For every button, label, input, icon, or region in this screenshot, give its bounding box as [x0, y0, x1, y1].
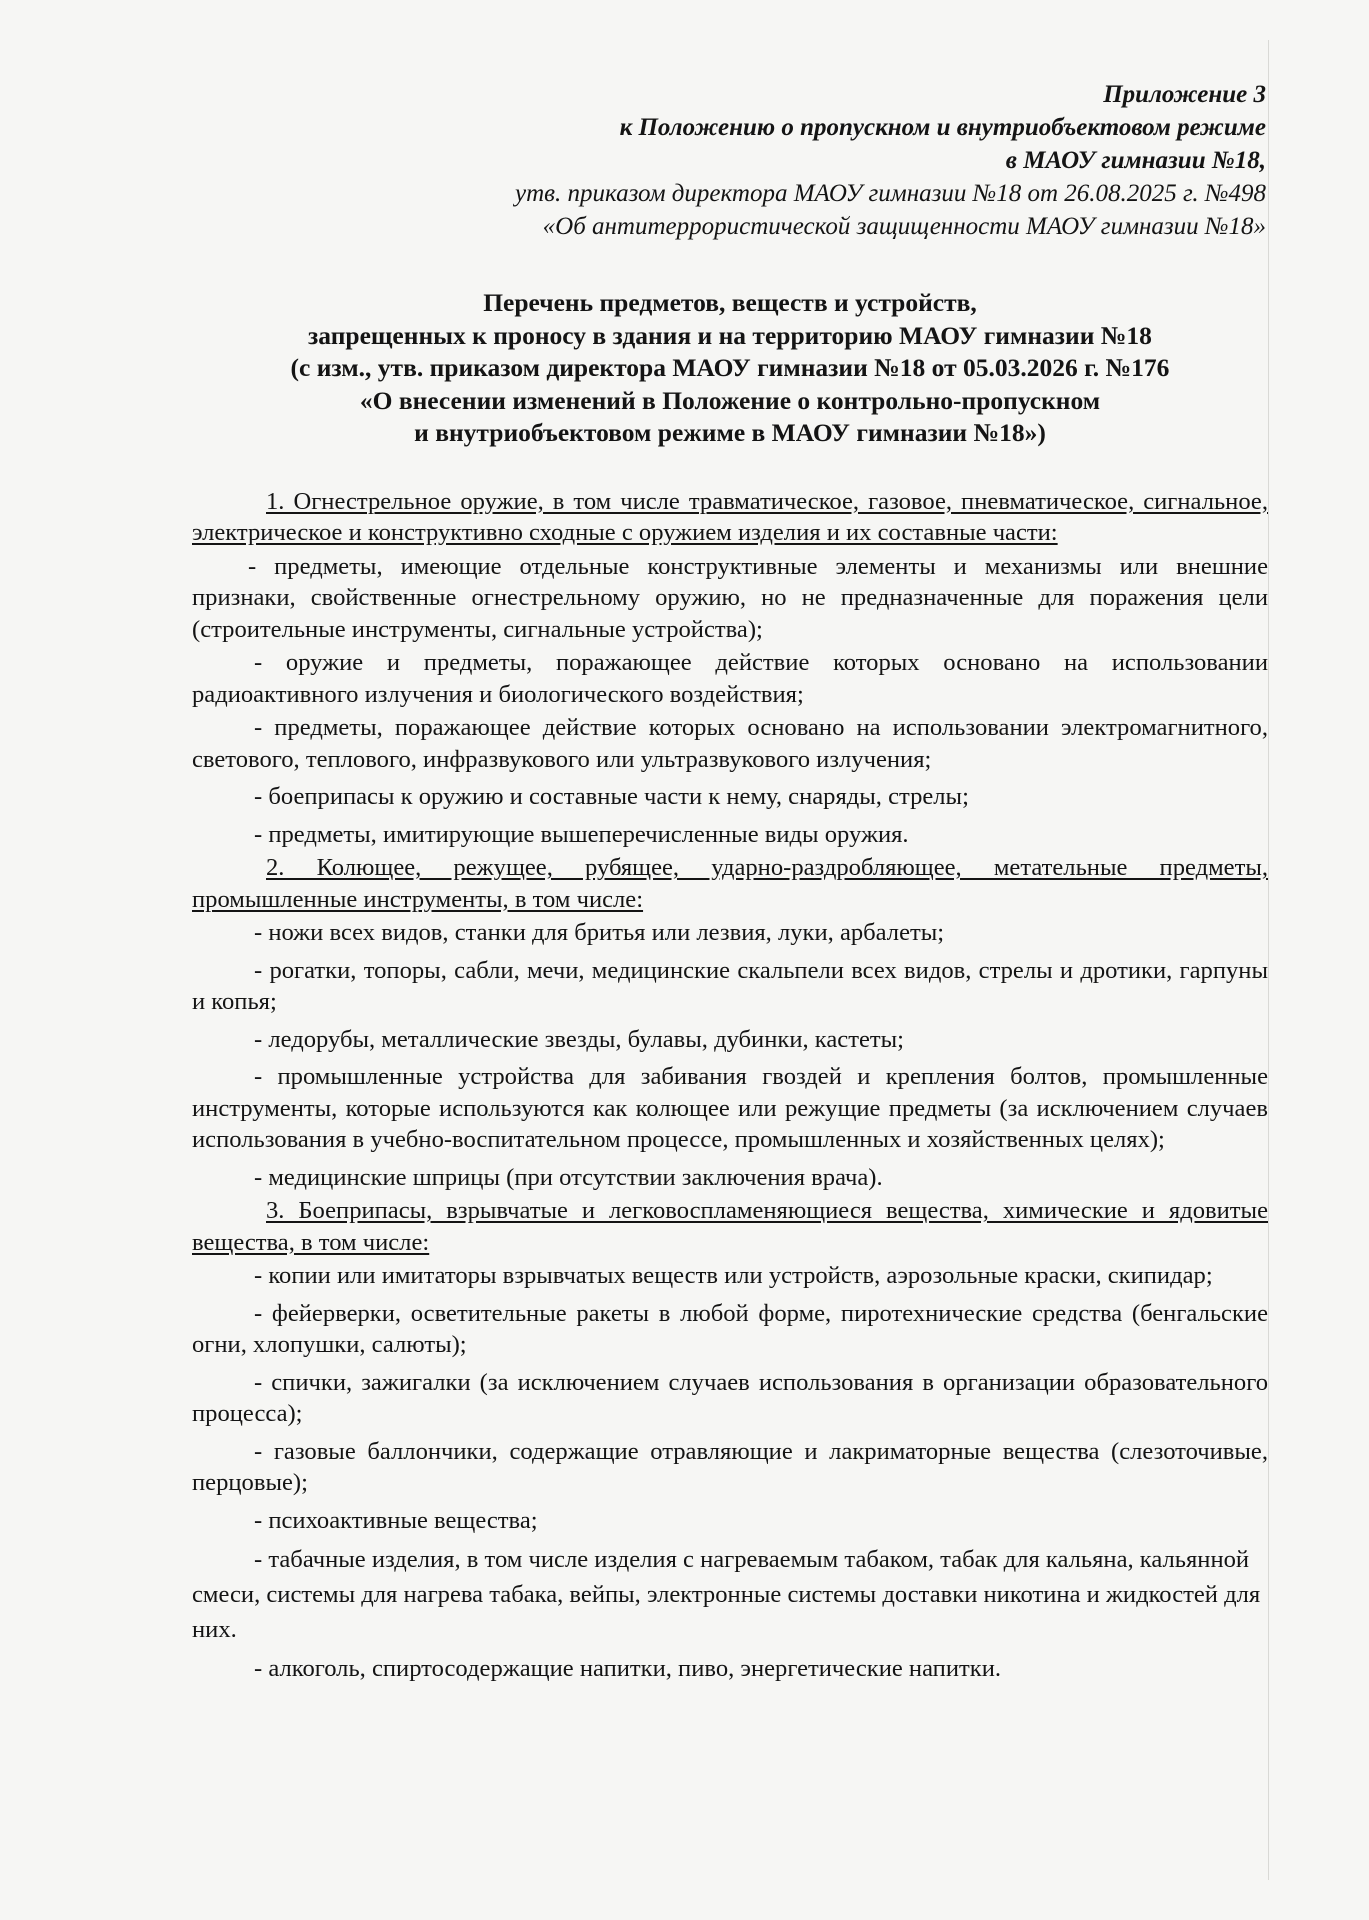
title-line-3: (с изм., утв. приказом директора МАОУ гимназии №18 от 05.03.2026 г. №176	[290, 353, 1170, 382]
section-3-item: - копии или имитаторы взрывчатых веществ или устройств, аэрозольные краски, скипидар;	[254, 1262, 1213, 1289]
section-2-item: - промышленные устройства для забивания гвоздей и крепления болтов, промышленные инструменты, которые используются как колющее или режущие предметы (за исключением случаев использования в учебно-воспитательном процессе, промышленных и хозяйственных целях);	[192, 1063, 1268, 1153]
section-2-item: - медицинские шприцы (при отсутствии заключения врача).	[254, 1163, 883, 1191]
title-line-2: запрещенных к проносу в здания и на территорию МАОУ гимназии №18	[308, 320, 1152, 350]
section-3-item: - газовые баллончики, содержащие отравляющие и лакриматорные вещества (слезоточивые, перцовые);	[192, 1437, 1268, 1496]
title-line-5: и внутриобъектовом режиме в МАОУ гимназии №18»)	[414, 418, 1046, 447]
appendix-number: Приложение 3	[1103, 81, 1266, 108]
section-1-item: - предметы, поражающее действие которых основано на использовании электромагнитного, светового, теплового, инфразвукового или ультразвукового излучения;	[192, 714, 1268, 773]
section-1-item: - боеприпасы к оружию и составные части к нему, снаряды, стрелы;	[254, 783, 969, 810]
appendix-school: в МАОУ гимназии №18,	[1005, 147, 1266, 174]
title-line-4: «О внесении изменений в Положение о контрольно-пропускном	[359, 385, 1101, 415]
document-title	[192, 287, 1268, 450]
section-3-heading: 3. Боеприпасы, взрывчатые и легковоспламеняющиеся вещества, химические и ядовитые вещества, в том числе:	[192, 1197, 1268, 1256]
appendix-order: утв. приказом директора МАОУ гимназии №18 от 26.08.2025 г. №498	[515, 180, 1266, 207]
document-body	[192, 486, 1268, 1685]
section-1-item: - оружие и предметы, поражающее действие которых основано на использовании радиоактивного излучения и биологического воздействия;	[192, 649, 1268, 708]
appendix-header	[192, 78, 1266, 243]
title-line-1: Перечень предметов, веществ и устройств,	[483, 288, 977, 317]
section-1-item: - предметы, имеющие отдельные конструктивные элементы и механизмы или внешние признаки, свойственные огнестрельному оружию, но не предназначенные для поражения цели (строительные инструменты, сигнальные устройства);	[192, 552, 1268, 643]
section-2-item: - ножи всех видов, станки для бритья или лезвия, луки, арбалеты;	[254, 919, 945, 946]
section-3-item: - алкоголь, спиртосодержащие напитки, пиво, энергетические напитки.	[254, 1655, 1001, 1682]
section-2-heading: 2. Колющее, режущее, рубящее, ударно-раздробляющее, метательные предметы, промышленные инструменты, в том числе:	[192, 854, 1268, 913]
section-2-item: - рогатки, топоры, сабли, мечи, медицинские скальпели всех видов, стрелы и дротики, гарпуны и копья;	[192, 956, 1268, 1015]
section-3-item: - табачные изделия, в том числе изделия с нагреваемым табаком, табак для кальяна, кальянной смеси, системы для нагрева табака, вейпы, электронные системы доставки никотина и жидкостей для них.	[192, 1546, 1261, 1643]
section-1-item: - предметы, имитирующие вышеперечисленные виды оружия.	[254, 820, 909, 848]
appendix-regulation: к Положению о пропускном и внутриобъектовом режиме	[619, 114, 1266, 141]
document-content	[192, 78, 1268, 1687]
section-1-heading: 1. Огнестрельное оружие, в том числе травматическое, газовое, пневматическое, сигнальное, электрическое и конструктивно сходные с оружием изделия и их составные части:	[192, 487, 1268, 546]
section-3-item: - психоактивные вещества;	[254, 1506, 538, 1534]
section-2-item: - ледорубы, металлические звезды, булавы, дубинки, кастеты;	[254, 1025, 904, 1053]
appendix-order-title: «Об антитеррористической защищенности МАОУ гимназии №18»	[542, 213, 1266, 240]
section-3-item: - спички, зажигалки (за исключением случаев использования в организации образовательного процесса);	[192, 1368, 1268, 1427]
section-3-item: - фейерверки, осветительные ракеты в любой форме, пиротехнические средства (бенгальские огни, хлопушки, салюты);	[192, 1299, 1268, 1358]
scan-edge-line	[1268, 40, 1269, 1880]
